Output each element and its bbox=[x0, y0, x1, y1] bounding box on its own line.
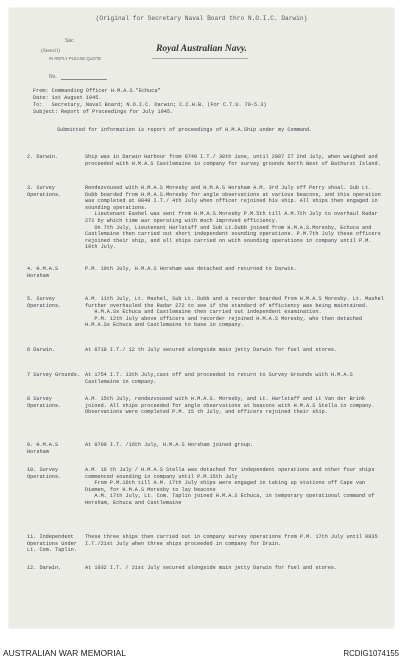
original-note: (Original for Secretary Naval Board thro N.O.I.C. Darwin) bbox=[95, 15, 308, 22]
date-line: Date: 1st August 1945. bbox=[33, 95, 102, 101]
letterhead-title: Royal Australian Navy. bbox=[156, 44, 247, 54]
institution-name: AUSTRALIAN WAR MEMORIAL bbox=[3, 648, 126, 658]
letterhead-note: IN REPLY PLEASE QUOTE bbox=[49, 56, 102, 61]
paragraph-heading: 3. Survey Operations. bbox=[27, 185, 62, 198]
title-underline bbox=[152, 58, 248, 59]
subject-line: Subject: Report of Proceedings for July 1945. bbox=[33, 109, 174, 115]
paragraph-text: Rendezvoused with H.M.A.S Moresby and H.M.A.S Horsham A.M. 3rd July off Perry shoal. Sub Lt. Dubb boarded from H.M.A.S.Moresby for angle observations at various beacons, and this operation was completed at 0848 I.T./ 4th July when officer rejoined his ship. All ships then engaged in sounding operations. Lieutenant Eashel was sent from H.M.A.S.Moresby P.M.5th till A.M.7th July to overhaul Radar 272 by which time war operating with much improved efficiency. On 7th July, Lieutenant Harlstaff and Sub Lt.Dubb joined from H.M.A.S.Moresby, Echuca and Castlemaine then carried out short independent sounding operations. P.M.7th July these officers rejoined their ship, and all ships carried on with sounding operations in company until P.M. 10th July. bbox=[85, 185, 381, 251]
to-line: To: Secretary, Naval Board; N.O.I.C. Darwin; C.C.H.B. (For C.T.U. 70-5.3) bbox=[33, 102, 267, 108]
corner-mark: Sac bbox=[65, 38, 74, 44]
paragraph-heading: 11. Independent Operations Under Lt. Com. Taplin. bbox=[27, 534, 77, 554]
paragraph-heading: 8 Survey Operations. bbox=[27, 396, 62, 409]
paragraph-text: At 1754 I.T. 13th July,cast off and proceeded to return to Survey Grounds with H.M.A.S Castlemaine in company. bbox=[85, 372, 356, 385]
paragraph-text: These three ships then carried out in company survey operations from P.M. 17th July until 0835 I.T./21st July when three ships proceeded in company for Drain. bbox=[85, 534, 381, 547]
paragraph-heading: 12. Darwin. bbox=[27, 565, 62, 571]
paragraph-heading: 10. Survey Operations. bbox=[27, 467, 62, 480]
archive-footer bbox=[0, 640, 407, 666]
document-page bbox=[9, 8, 394, 628]
paragraph-text: At 0700 I.T. /16th July, H.M.A.S Horsham joined group. bbox=[85, 442, 254, 448]
record-id: RCDIG1074155 bbox=[343, 649, 399, 658]
paragraph-heading: 4. H.M.A.S Horsham bbox=[27, 266, 59, 279]
paragraph-heading: 7 Survey Grounds. bbox=[27, 372, 80, 378]
paragraph-heading: 5. Survey Operations. bbox=[27, 296, 62, 309]
intro-paragraph: Submitted for information is report of proceedings of H.M.A.Ship under my Command. bbox=[57, 127, 313, 133]
paragraph-heading: 2. Darwin. bbox=[27, 154, 59, 160]
paragraph-text: At 1032 I.T. / 21st July secured alongside main jetty Darwin for fuel and stores. bbox=[85, 565, 338, 571]
paragraph-text: A.M. 11th July, Lt. Mashel, Sub Lt. Dubb and a recorder boarded from H.M.A.S Moresby. Lt. Mashel further overhauled the Radar 272 to see if the standard of efficiency was being maintained. H.M.A.Ss Echuca and Castlemaine then carried out independent examination. P.M. 12th July above officers and recorder rejoined H.M.A.S Moresby, who then detached H.M.A.Ss Echuca and Castlemaine to base in company. bbox=[85, 296, 384, 329]
reference-number-line bbox=[61, 79, 107, 80]
reference-number-label: No. bbox=[49, 74, 57, 80]
letterhead-label: (Stencil) bbox=[41, 48, 60, 54]
paragraph-text: A.M. 16 th July / H.M.A.S Stella was detached for independent operations and other four ships commenced sounding in company until P.M.15th July From P.M.16th till A.M. 17th July ships were engaged in taking up stations off Cape van Diemen, for H.M.A.S Moresby to lay beacons A.M. 17th July, Lt. Com. Taplin joined H.M.A.S Echuca, in temporary operational command of Horsham, Echuca and Castlemaine bbox=[85, 467, 375, 506]
paragraph-text: P.M. 10th July, H.M.A.S Horsham was detached and returned to Darwin. bbox=[85, 266, 297, 272]
paragraph-text: Ship was in Darwin Harbour from 0740 I.T./ 30th June, until 2007 IT 2nd July, when weighed and proceeded with H.M.A.S Castlemaine in company for survey grounds North West of Bathurst Island. bbox=[85, 154, 381, 167]
paragraph-heading: 9. H.M.A.S Horsham bbox=[27, 442, 59, 455]
paragraph-heading: 6 Darwin. bbox=[27, 347, 56, 353]
paragraph-text: A.M. 15th July, rendezvoused with H.M.A.S. Moresby, and Lt. Harlstaff and Lt Van der Brink joined. All ships proceeded for angle observations at beacons with H.M.A.S Stella in company. Observations were completed P.M. 15 th July, and officers rejoined their ship. bbox=[85, 396, 378, 416]
from-line: From: Commanding Officer H.M.A.S."Echuca" bbox=[33, 88, 161, 94]
paragraph-text: At 0718 I.T./ 12 th July secured alongside main jetty Darwin for fuel and stores. bbox=[85, 347, 338, 353]
